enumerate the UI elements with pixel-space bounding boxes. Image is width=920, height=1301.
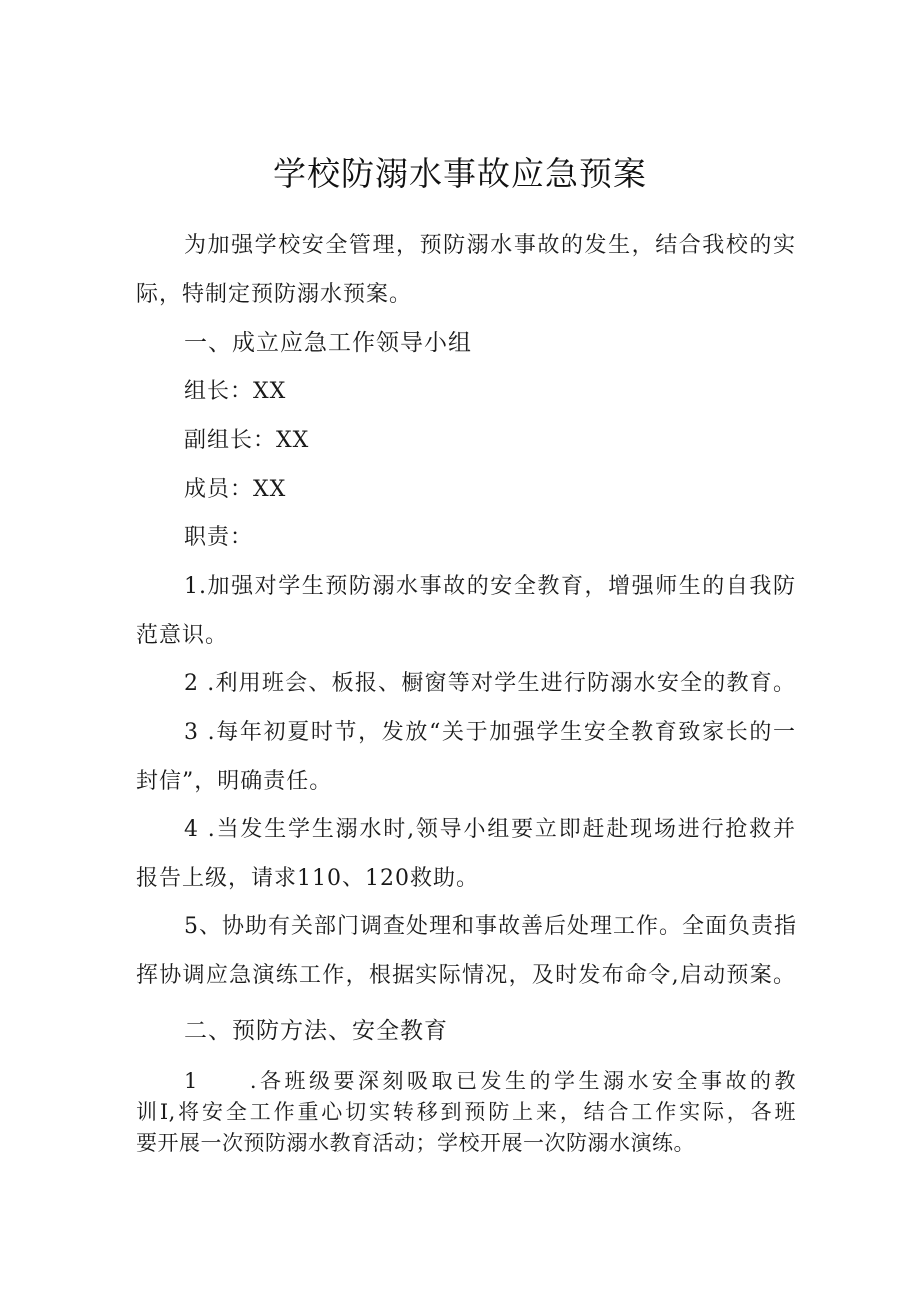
duty-item-3-line-2: 封信”，明确责任。 bbox=[136, 769, 333, 794]
intro-line-1: 为加强学校安全管理，预防溺水事故的发生，结合我校的实 bbox=[184, 233, 796, 258]
duty-item-1-line-2: 范意识。 bbox=[136, 623, 229, 648]
group-deputy-leader: 副组长：XX bbox=[184, 428, 310, 453]
duty-item-2: 2 .利用班会、板报、橱窗等对学生进行防溺水安全的教育。 bbox=[184, 671, 796, 696]
duty-item-4-line-2: 报告上级，请求110、120救助。 bbox=[136, 866, 479, 891]
prevention-item-1-line-1: 1 .各班级要深刻吸取已发生的学生溺水安全事故的教 bbox=[184, 1069, 796, 1093]
prevention-item-1-line-3: 要开展一次预防溺水教育活动；学校开展一次防溺水演练。 bbox=[136, 1131, 695, 1155]
section-2-heading: 二、预防方法、安全教育 bbox=[184, 1018, 448, 1044]
group-leader: 组长：XX bbox=[184, 379, 287, 404]
group-members: 成员：XX bbox=[184, 477, 287, 502]
duty-item-4-line-1: 4 .当发生学生溺水时,领导小组要立即赶赴现场进行抢救并 bbox=[184, 817, 796, 842]
document-title: 学校防溺水事故应急预案 bbox=[273, 154, 647, 193]
duty-item-5-line-1: 5、协助有关部门调查处理和事故善后处理工作。全面负责指 bbox=[184, 914, 797, 939]
duty-item-5-line-2: 挥协调应急演练工作，根据实际情况，及时发布命令,启动预案。 bbox=[136, 963, 796, 988]
duty-item-1-line-1: 1.加强对学生预防溺水事故的安全教育，增强师生的自我防 bbox=[184, 574, 796, 599]
intro-line-2: 际，特制定预防溺水预案。 bbox=[136, 282, 413, 307]
duty-item-3-line-1: 3 .每年初夏时节，发放“关于加强学生安全教育致家长的一 bbox=[184, 720, 796, 745]
prevention-item-1-line-2: 训I,将安全工作重心切实转移到预防上来，结合工作实际，各班 bbox=[136, 1100, 796, 1124]
section-1-heading: 一、成立应急工作领导小组 bbox=[184, 330, 472, 356]
duties-label: 职责： bbox=[184, 525, 254, 550]
